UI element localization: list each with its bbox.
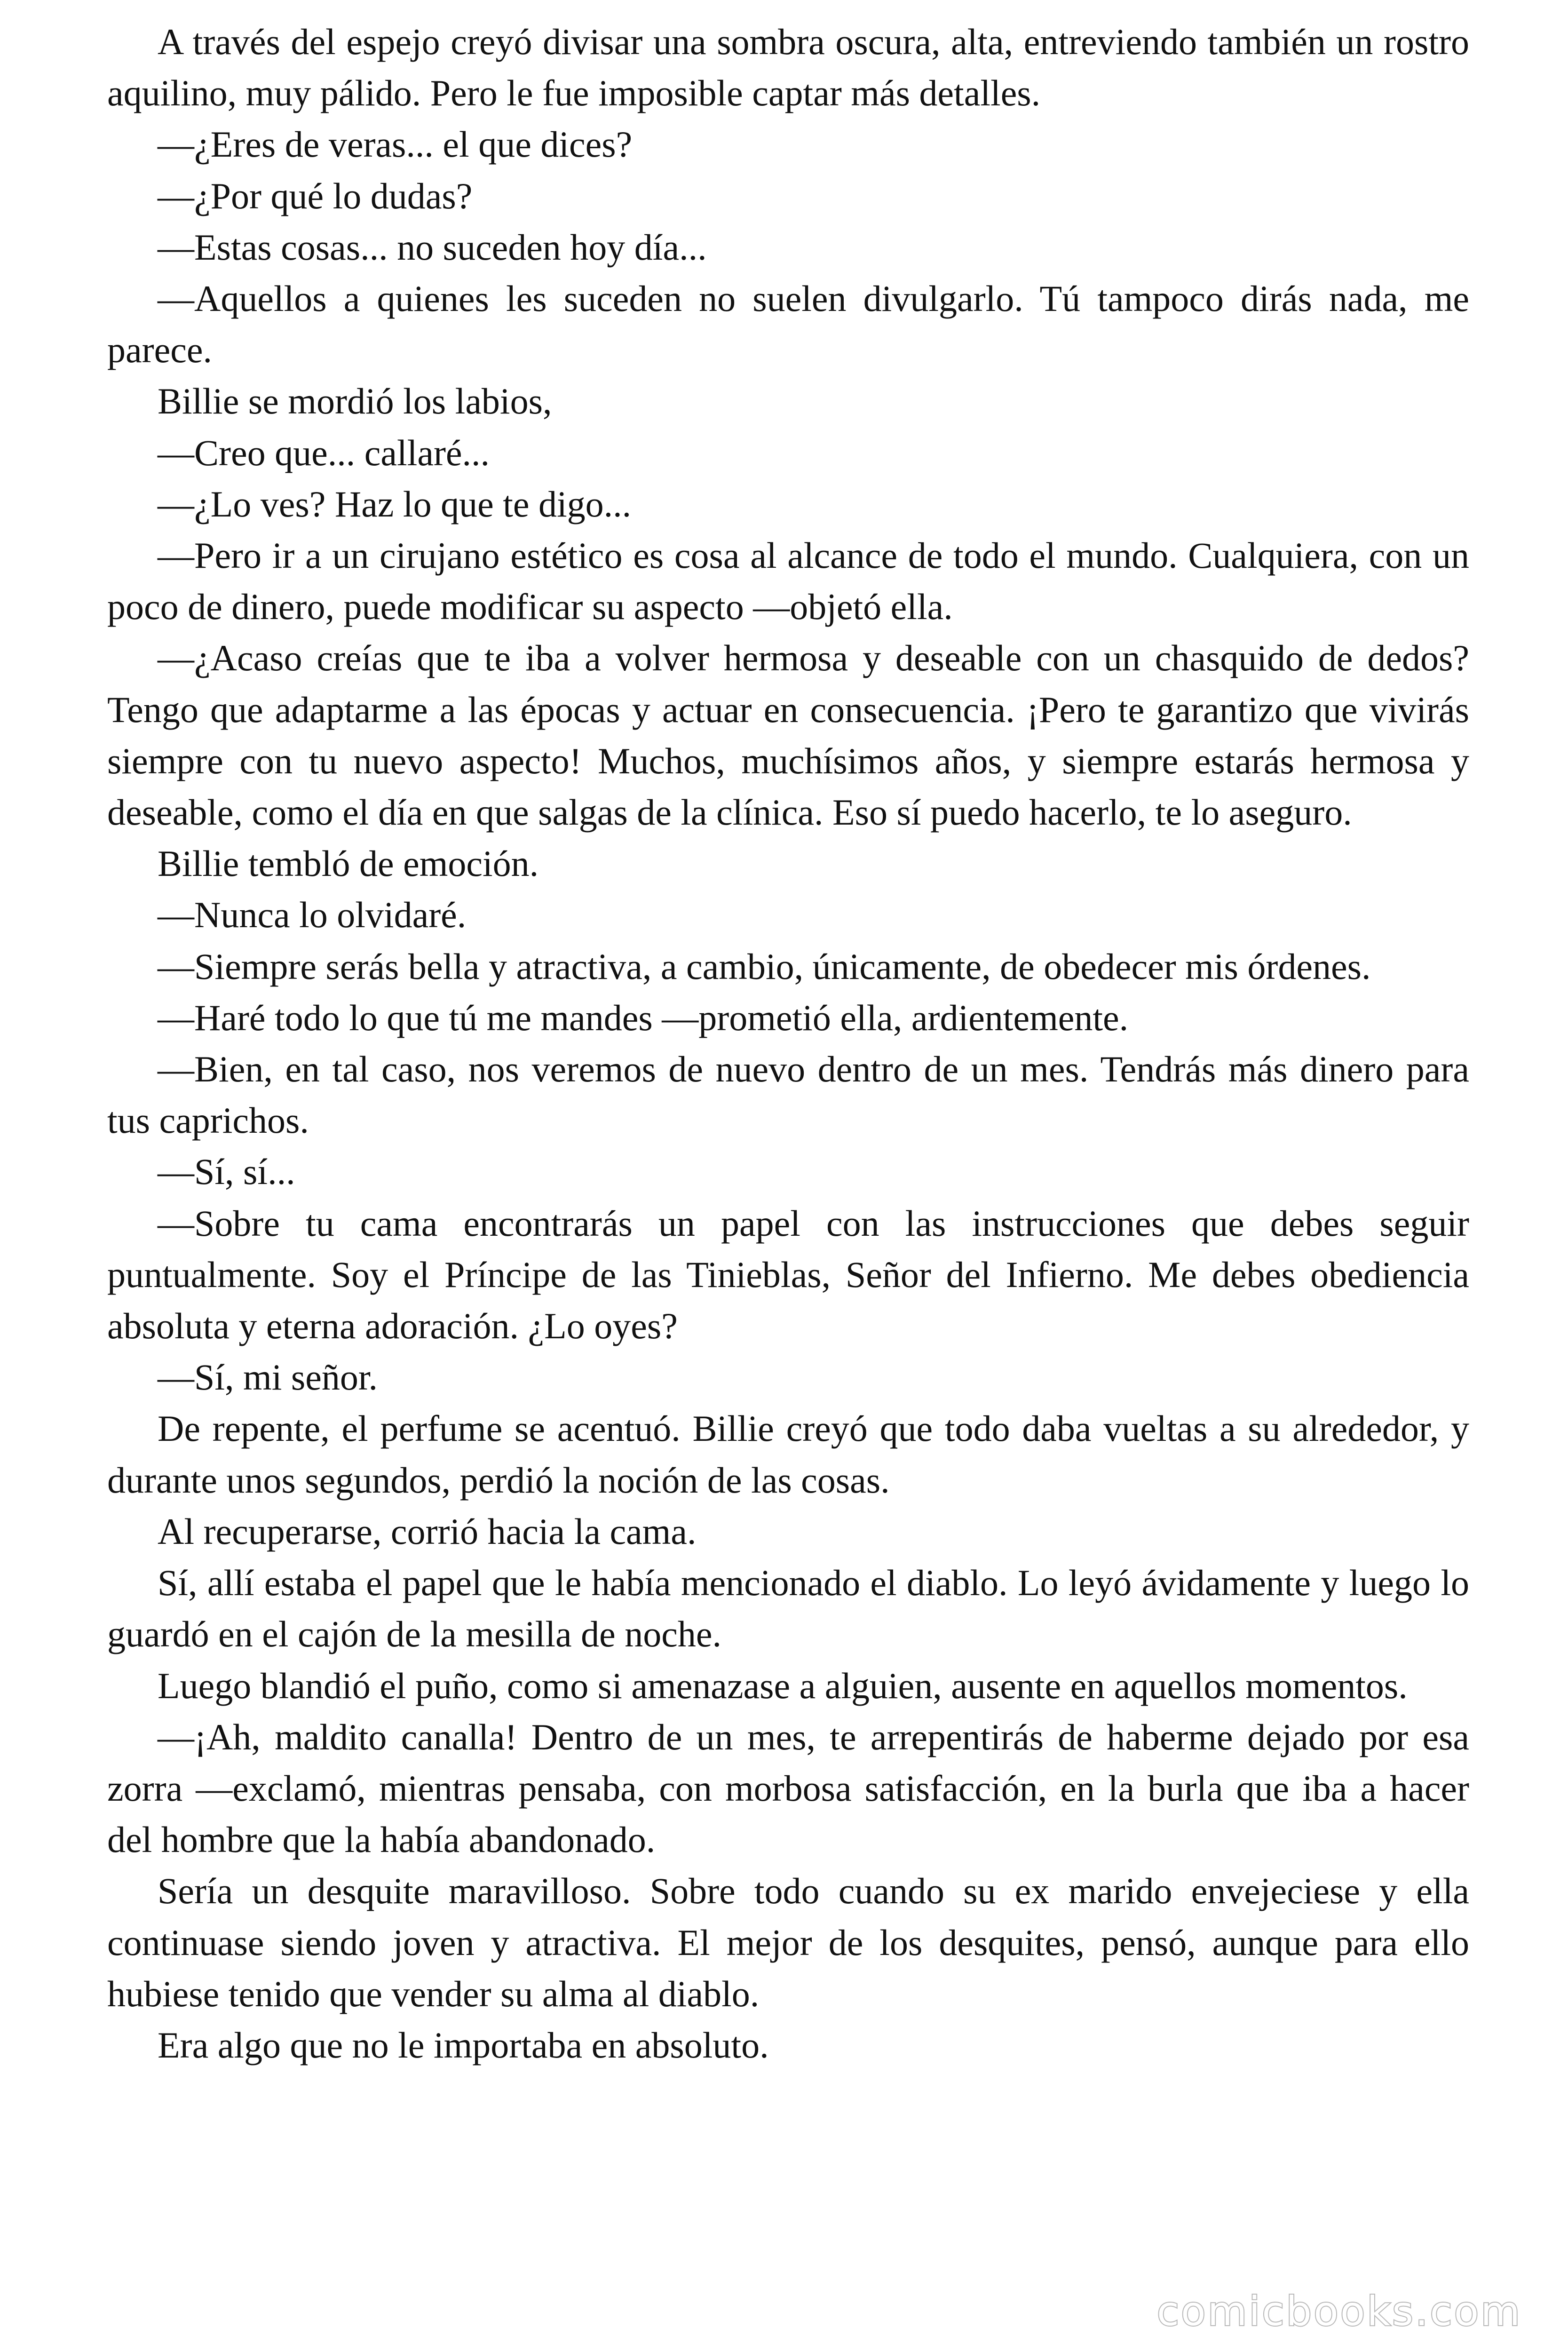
paragraph: —Aquellos a quienes les suceden no suelen divulgarlo. Tú tampoco dirás nada, me parece. xyxy=(107,278,1469,371)
paragraph: Era algo que no le importaba en absoluto. xyxy=(158,2024,769,2066)
paragraph: De repente, el perfume se acentuó. Billie creyó que todo daba vueltas a su alrededor, y durante unos segundos, perdió la noción de las cosas. xyxy=(107,1408,1469,1501)
watermark: comicbooks.com xyxy=(1156,2288,1522,2335)
paragraph: —¿Por qué lo dudas? xyxy=(158,175,473,216)
paragraph: —Sí, mi señor. xyxy=(158,1357,378,1398)
paragraph: —¡Ah, maldito canalla! Dentro de un mes, te arrepentirás de haberme dejado por esa zorra —exclamó, mientras pensaba, con morbosa satisfacción, en la burla que iba a hacer del hombre que la había abandonado. xyxy=(107,1716,1469,1860)
paragraph: —Sí, sí... xyxy=(158,1151,295,1192)
paragraph: —Nunca lo olvidaré. xyxy=(158,894,467,936)
paragraph: —¿Lo ves? Haz lo que te digo... xyxy=(158,483,632,524)
paragraph: —Sobre tu cama encontrarás un papel con las instrucciones que debes seguir puntualmente. Soy el Príncipe de las Tinieblas, Señor del Infierno. Me debes obediencia absoluta y eterna adoración. ¿Lo oyes? xyxy=(107,1202,1469,1347)
paragraph: Billie tembló de emoción. xyxy=(158,843,539,884)
paragraph: Billie se mordió los labios, xyxy=(158,381,552,422)
paragraph: Luego blandió el puño, como si amenazase a alguien, ausente en aquellos momentos. xyxy=(158,1665,1408,1706)
paragraph: —Siempre serás bella y atractiva, a cambio, únicamente, de obedecer mis órdenes. xyxy=(158,946,1371,987)
paragraph: Sí, allí estaba el papel que le había mencionado el diablo. Lo leyó ávidamente y luego lo guardó en el cajón de la mesilla de noche. xyxy=(107,1562,1469,1655)
paragraph: —Pero ir a un cirujano estético es cosa al alcance de todo el mundo. Cualquiera, con un poco de dinero, puede modificar su aspecto —objetó ella. xyxy=(107,535,1469,628)
page-body xyxy=(107,16,1469,2071)
paragraph: —¿Eres de veras... el que dices? xyxy=(158,124,633,165)
paragraph: Al recuperarse, corrió hacia la cama. xyxy=(158,1510,697,1552)
paragraph: —Haré todo lo que tú me mandes —prometió ella, ardientemente. xyxy=(158,997,1129,1038)
paragraph: —¿Acaso creías que te iba a volver hermosa y deseable con un chasquido de dedos? Tengo que adaptarme a las épocas y actuar en consecuencia. ¡Pero te garantizo que vivirás siempre con tu nuevo aspecto! Muchos, muchísimos años, y siempre estarás hermosa y deseable, como el día en que salgas de la clínica. Eso sí puedo hacerlo, te lo aseguro. xyxy=(107,637,1469,833)
paragraph: A través del espejo creyó divisar una sombra oscura, alta, entreviendo también un rostro aquilino, muy pálido. Pero le fue imposible captar más detalles. xyxy=(107,21,1469,114)
paragraph: —Bien, en tal caso, nos veremos de nuevo dentro de un mes. Tendrás más dinero para tus caprichos. xyxy=(107,1049,1469,1141)
paragraph: —Creo que... callaré... xyxy=(158,432,490,473)
paragraph: Sería un desquite maravilloso. Sobre todo cuando su ex marido envejeciese y ella continuase siendo joven y atractiva. El mejor de los desquites, pensó, aunque para ello hubiese tenido que vender su alma al diablo. xyxy=(107,1870,1469,2014)
paragraph: —Estas cosas... no suceden hoy día... xyxy=(158,226,707,268)
